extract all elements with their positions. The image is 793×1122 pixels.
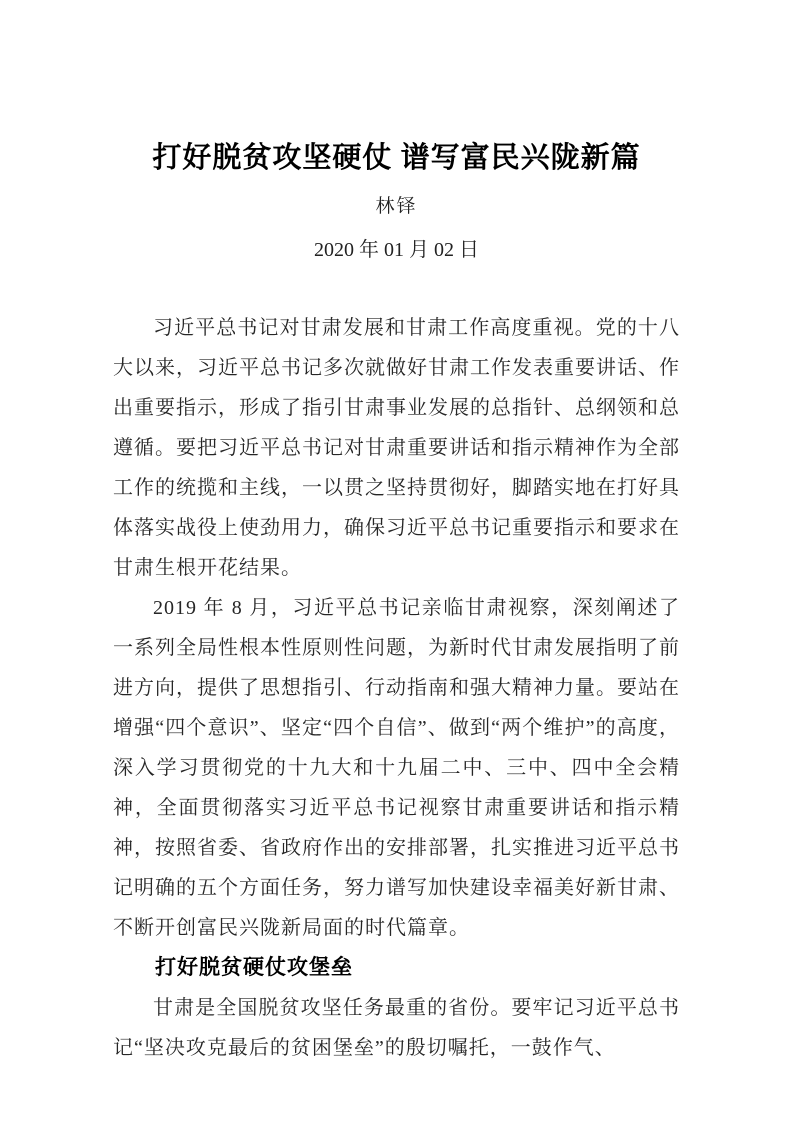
section-heading: 打好脱贫硬仗攻堡垒 [155, 956, 353, 979]
document-title: 打好脱贫攻坚硬仗 谱写富民兴陇新篇 [152, 142, 641, 174]
author-byline: 林铎 [375, 196, 418, 217]
paragraph-2: 2019 年 8 月，习近平总书记亲临甘肃视察，深刻阐述了一系列全局性根本性原则性问题，为新时代甘肃发展指明了前进方向，提供了思想指引、行动指南和强大精神力量。要站在增强“四个意识”、坚定“四个自信”、做到“两个维护”的高度，深入学习贯彻党的十九大和十九届二中、三中、四中全会精神，全面贯彻落实习近平总书记视察甘肃重要讲话和指示精神，按照省委、省政府作出的安排部署，扎实推进习近平总书记明确的五个方面任务，努力谱写加快建设幸福美好新甘肃、不断开创富民兴陇新局面的时代篇章。 [113, 597, 680, 939]
publish-date: 2020 年 01 月 02 日 [314, 239, 479, 261]
paragraph-1: 习近平总书记对甘肃发展和甘肃工作高度重视。党的十八大以来，习近平总书记多次就做好甘肃工作发表重要讲话、作出重要指示，形成了指引甘肃事业发展的总指针、总纲领和总遵循。要把习近平总书记对甘肃重要讲话和指示精神作为全部工作的统揽和主线，一以贯之坚持贯彻好，脚踏实地在打好具体落实战役上使劲用力，确保习近平总书记重要指示和要求在甘肃生根开花结果。 [113, 317, 680, 579]
article-body [113, 308, 680, 1068]
paragraph-3: 甘肃是全国脱贫攻坚任务最重的省份。要牢记习近平总书记“坚决攻克最后的贫困堡垒”的殷切嘱托，一鼓作气、 [113, 997, 680, 1059]
